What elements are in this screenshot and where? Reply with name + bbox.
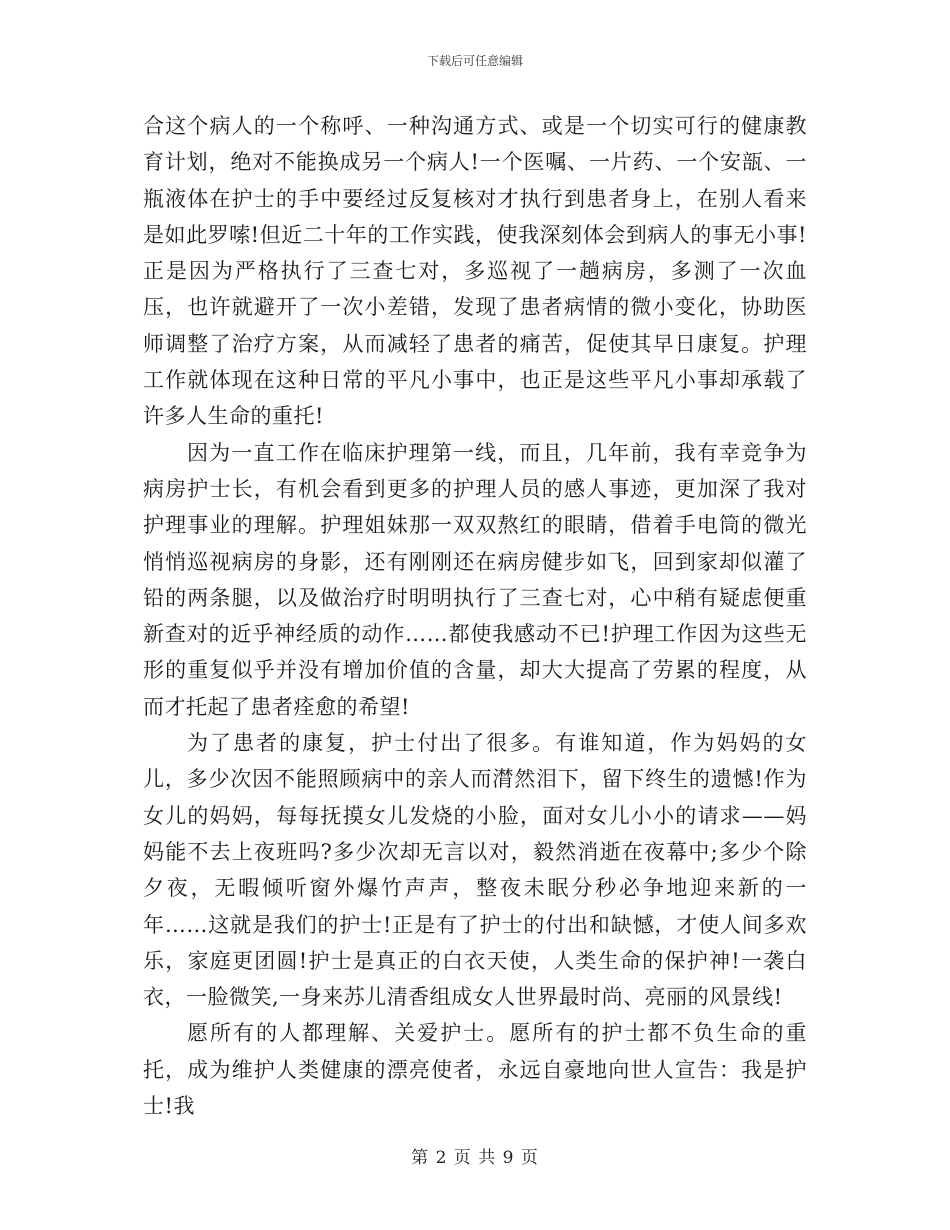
paragraph-3: 为了患者的康复，护士付出了很多。有谁知道，作为妈妈的女儿，多少次因不能照顾病中的亲人而潸然泪下，留下终生的遗憾!作为女儿的妈妈，每每抚摸女儿发烧的小脸，面对女儿小小的请求——妈妈能不去上夜班吗?多少次却无言以对，毅然消逝在夜幕中;多少个除夕夜，无暇倾听窗外爆竹声声，整夜未眠分秒必争地迎来新的一年……这就是我们的护士!正是有了护士的付出和缺憾，才使人间多欢乐，家庭更团圆!护士是真正的白衣天使，人类生命的保护神!一袭白衣，一脸微笑,一身来苏儿清香组成女人世界最时尚、亮丽的风景线!: [143, 731, 807, 1010]
paragraph-1: 合这个病人的一个称呼、一种沟通方式、或是一个切实可行的健康教育计划，绝对不能换成另一个病人!一个医嘱、一片药、一个安瓿、一瓶液体在护士的手中要经过反复核对才执行到患者身上，在别人看来是如此罗嗦!但近二十年的工作实践，使我深刻体会到病人的事无小事!正是因为严格执行了三查七对，多巡视了一趟病房，多测了一次血压，也许就避开了一次小差错，发现了患者病情的微小变化，协助医师调整了治疗方案，从而减轻了患者的痛苦，促使其早日康复。护理工作就体现在这种日常的平凡小事中，也正是这些平凡小事却承载了许多人生命的重托!: [143, 114, 807, 429]
page-number: 第 2 页 共 9 页: [411, 1148, 539, 1168]
paragraph-2: 因为一直工作在临床护理第一线，而且，几年前，我有幸竞争为病房护士长，有机会看到更多的护理人员的感人事迹，更加深了我对护理事业的理解。护理姐妹那一双双熬红的眼睛，借着手电筒的微光悄悄巡视病房的身影，还有刚刚还在病房健步如飞，回到家却似灌了铅的两条腿，以及做治疗时明明执行了三查七对，心中稍有疑虑便重新查对的近乎神经质的动作……都使我感动不已!护理工作因为这些无形的重复似乎并没有增加价值的含量，却大大提高了劳累的程度，从而才托起了患者痊愈的希望!: [143, 440, 807, 719]
header-note: 下载后可任意编辑: [426, 54, 523, 68]
document-body: [143, 108, 807, 1124]
paragraph-4: 愿所有的人都理解、关爱护士。愿所有的护士都不负生命的重托，成为维护人类健康的漂亮使者，永远自豪地向世人宣告：我是护士!我: [143, 1021, 807, 1119]
